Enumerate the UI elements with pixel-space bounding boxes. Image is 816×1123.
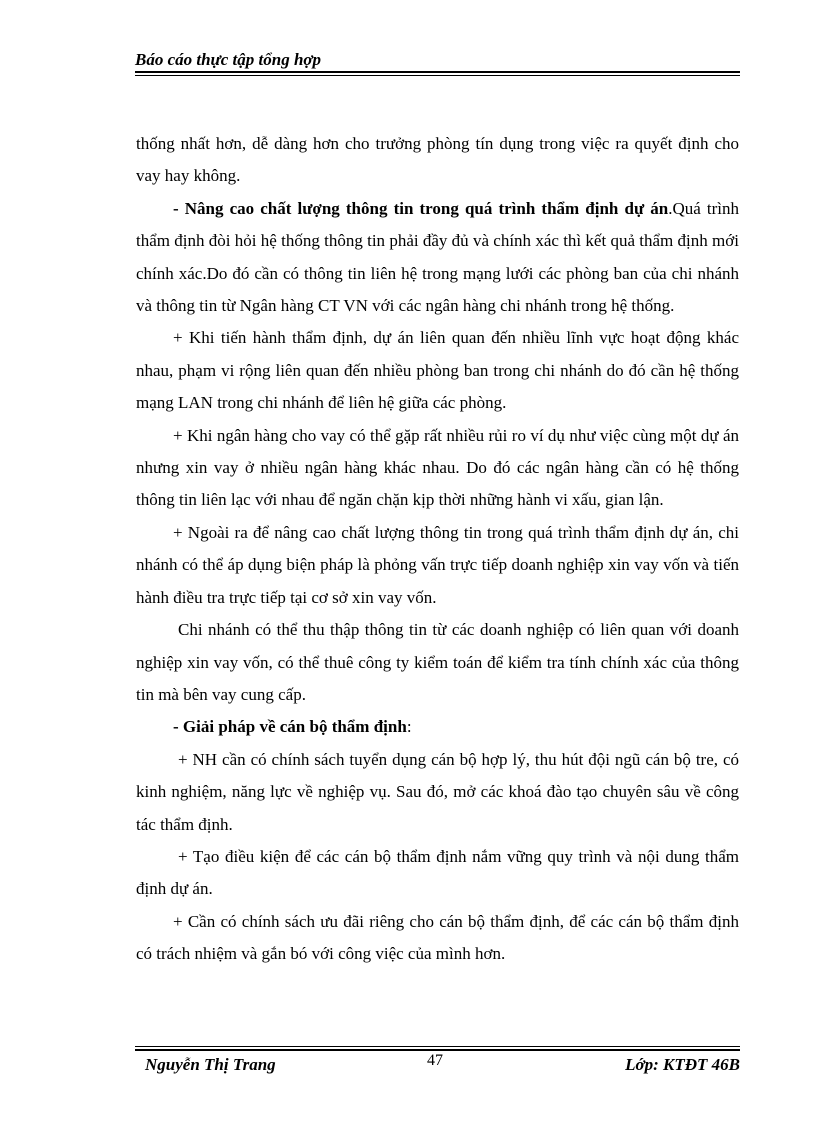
paragraph-2 — [136, 193, 739, 323]
document-body — [136, 128, 739, 971]
paragraph-3: + Khi tiến hành thẩm định, dự án liên quan đến nhiều lĩnh vực hoạt động khác nhau, phạm vi rộng liên quan đến nhiều phòng ban trong chi nhánh do đó cần hệ thống mạng LAN trong chi nhánh để liên hệ giữa các phòng. — [136, 328, 739, 413]
footer-class: Lớp: KTĐT 46B — [625, 1055, 740, 1074]
paragraph-7 — [136, 711, 739, 743]
header-rule-thin — [135, 75, 740, 76]
paragraph-7-heading: - Giải pháp về cán bộ thẩm định — [173, 717, 407, 737]
paragraph-6: Chi nhánh có thể thu thập thông tin từ các doanh nghiệp có liên quan với doanh nghiệp xin vay vốn, có thể thuê công ty kiểm toán để kiểm tra tính chính xác của thông tin mà bên vay cung cấp. — [136, 620, 739, 704]
footer-rule-thin — [135, 1046, 740, 1047]
paragraph-4: + Khi ngân hàng cho vay có thể gặp rất nhiều rủi ro ví dụ như việc cùng một dự án nhưng xin vay ở nhiều ngân hàng khác nhau. Do đó các ngân hàng cần có hệ thống thông tin liên lạc với nhau để ngăn chặn kịp thời những hành vi xấu, gian lận. — [136, 425, 739, 510]
header-title: Báo cáo thực tập tổng hợp — [135, 50, 322, 69]
paragraph-10: + Cần có chính sách ưu đãi riêng cho cán bộ thẩm định, để các cán bộ thẩm định có trách nhiệm và gắn bó với công việc của mình hơn. — [136, 911, 739, 964]
page-number: 47 — [427, 1052, 443, 1069]
paragraph-2-heading: - Nâng cao chất lượng thông tin trong quá trình thẩm định dự án — [173, 198, 669, 218]
footer-rule — [135, 1049, 740, 1051]
paragraph-8: + NH cần có chính sách tuyển dụng cán bộ hợp lý, thu hút đội ngũ cán bộ tre, có kinh nghiệm, năng lực về nghiệp vụ. Sau đó, mở các khoá đào tạo chuyên sâu về công tác thẩm định. — [136, 749, 739, 834]
paragraph-2-text: .Quá trình thẩm định đòi hỏi hệ thống thông tin phải đầy đủ và chính xác thì kết quả thẩm định mới chính xác.Do đó cần có thông tin liên hệ trong mạng lưới các phòng ban của chi nhánh và thông tin từ Ngân hàng CT VN với các ngân hàng chi nhánh trong hệ thống. — [136, 198, 739, 316]
header-rule — [135, 71, 740, 73]
paragraph-5: + Ngoài ra để nâng cao chất lượng thông tin trong quá trình thẩm định dự án, chi nhánh có thể áp dụng biện pháp là phỏng vấn trực tiếp doanh nghiệp xin vay vốn và tiến hành điều tra trực tiếp tại cơ sở xin vay vốn. — [136, 522, 739, 607]
paragraph-9: + Tạo điều kiện để các cán bộ thẩm định nắm vững quy trình và nội dung thẩm định dự án. — [136, 846, 739, 899]
page-header — [135, 50, 740, 72]
paragraph-1: thống nhất hơn, dễ dàng hơn cho trưởng phòng tín dụng trong việc ra quyết định cho vay hay không. — [136, 134, 739, 186]
paragraph-7-text: : — [406, 717, 412, 737]
page-footer — [135, 1046, 740, 1086]
footer-author: Nguyễn Thị Trang — [145, 1055, 276, 1074]
